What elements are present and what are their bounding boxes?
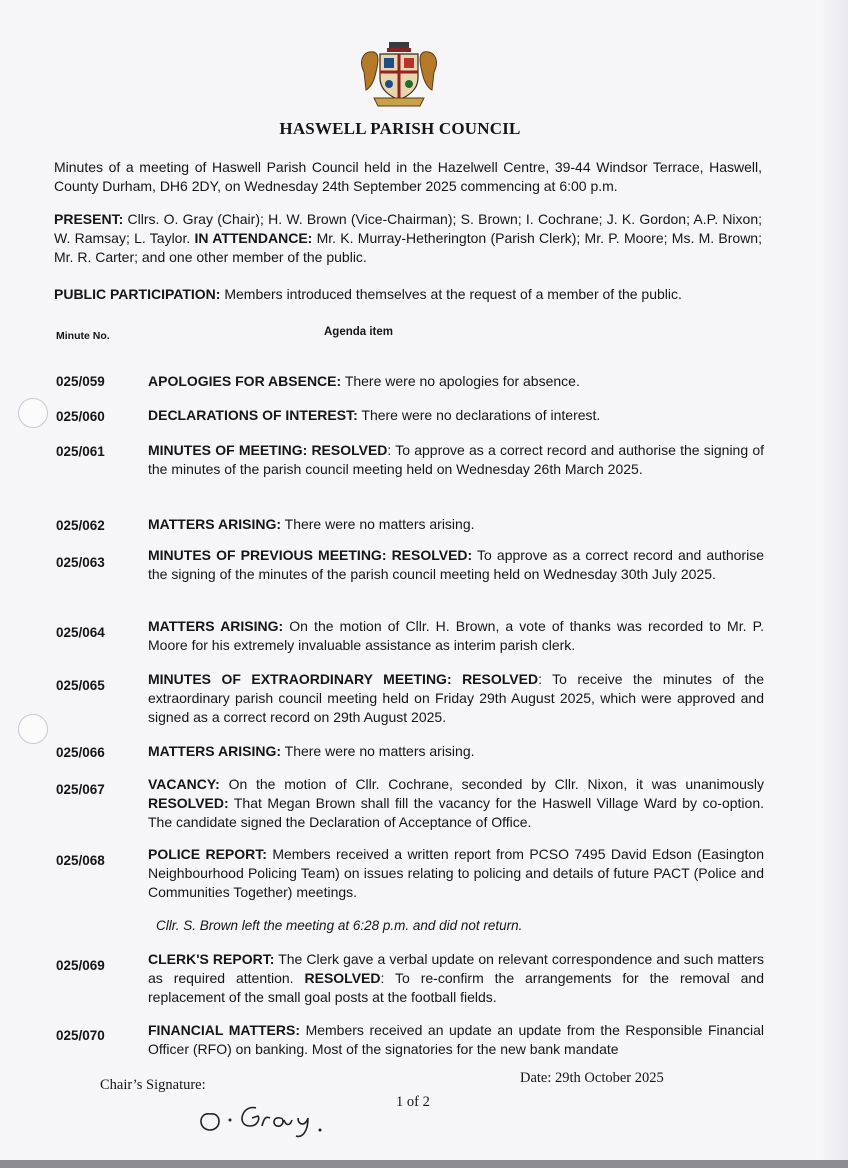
minute-text: That Megan Brown shall fill the vacancy for the Haswell Village Ward by co-option. The candidate signed the Declaration of Acceptance of Office. (148, 795, 765, 830)
minute-number: 025/059 (56, 374, 105, 389)
minute-heading: MATTERS ARISING: (148, 516, 281, 532)
minute-heading: VACANCY: (148, 776, 220, 792)
minute-item (148, 1021, 764, 1059)
chair-signature-label: Chair’s Signature: (100, 1077, 206, 1093)
minute-text: On the motion of Cllr. H. Brown, a vote of thanks was recorded to Mr. P. Moore for his extremely invaluable assistance as interim parish clerk. (148, 618, 764, 653)
minute-text: There were no declarations of interest. (361, 407, 601, 423)
minute-resolved: RESOLVED: (148, 795, 229, 811)
minute-number: 025/070 (56, 1028, 105, 1043)
minute-heading: MINUTES OF PREVIOUS MEETING: RESOLVED: (148, 547, 473, 563)
minute-text: : To receive the minutes of the extraordinary parish council meeting held on Friday 29th August 2025, which were approved and signed as a correct record on 29th August 2025. (148, 671, 765, 725)
minute-item (148, 406, 764, 425)
present-label: PRESENT: (54, 211, 124, 227)
minute-number: 025/060 (56, 409, 105, 424)
minute-item (148, 670, 764, 727)
minute-text: The Clerk gave a verbal update on relevant correspondence and such matters as required attention. (148, 951, 764, 986)
present-section (54, 210, 762, 267)
attendance-label: IN ATTENDANCE: (194, 230, 313, 246)
minute-item (148, 950, 764, 1007)
punch-hole-icon (18, 398, 48, 428)
page-bottom-edge (0, 1160, 848, 1168)
minute-number: 025/064 (56, 625, 105, 640)
minute-item (148, 441, 764, 479)
meeting-intro: Minutes of a meeting of Haswell Parish Council held in the Hazelwell Centre, 39-44 Windsor Terrace, Haswell, County Durham, DH6 2DY, on Wednesday 24th September 2025 commencing at 6:00 p.m. (54, 159, 762, 194)
agenda-item-header: Agenda item (324, 326, 394, 338)
minute-text: : To re-confirm the arrangements for the removal and replacement of the small goal posts at the football fields. (148, 970, 765, 1005)
minute-heading: DECLARATIONS OF INTEREST: (148, 407, 358, 423)
minute-item (148, 742, 764, 761)
minute-item (148, 546, 764, 584)
minute-heading: MINUTES OF EXTRAORDINARY MEETING: RESOLVED (148, 671, 539, 687)
minute-resolved: RESOLVED (304, 970, 381, 986)
minute-text: On the motion of Cllr. Cochrane, seconded by Cllr. Nixon, it was unanimously (228, 776, 764, 792)
minute-text: There were no matters arising. (284, 516, 475, 532)
signature-date: Date: 29th October 2025 (520, 1070, 664, 1086)
minute-heading: MATTERS ARISING: (148, 618, 284, 634)
council-crest-icon (356, 38, 442, 108)
punch-hole-icon (18, 714, 48, 744)
minute-item (148, 617, 764, 655)
minute-text: There were no matters arising. (284, 743, 475, 759)
minute-item (148, 372, 764, 391)
minute-number: 025/061 (56, 444, 105, 459)
minute-heading: MINUTES OF MEETING: RESOLVED (148, 442, 388, 458)
public-participation-text: Members introduced themselves at the request of a member of the public. (224, 286, 682, 302)
minute-number: 025/063 (56, 555, 105, 570)
page-number: 1 of 2 (396, 1094, 430, 1110)
present-text: Cllrs. O. Gray (Chair); H. W. Brown (Vice-Chairman); S. Brown; I. Cochrane; J. K. Gordon; A.P. Nixon; W. Ramsay; L. Taylor. (54, 211, 763, 246)
minute-number: 025/067 (56, 782, 105, 797)
minute-text: Members received a written report from PCSO 7495 David Edson (Easington Neighbourhood Policing Team) on issues relating to policing and details of future PACT (Police and Communities Together) meetings. (148, 846, 765, 900)
departure-note: Cllr. S. Brown left the meeting at 6:28 p.m. and did not return. (156, 918, 523, 933)
minute-text: There were no apologies for absence. (344, 373, 580, 389)
minute-heading: CLERK'S REPORT: (148, 951, 275, 967)
minute-item (148, 775, 764, 832)
public-participation-label: PUBLIC PARTICIPATION: (54, 286, 221, 302)
minute-heading: APOLOGIES FOR ABSENCE: (148, 373, 342, 389)
minute-heading: FINANCIAL MATTERS: (148, 1022, 301, 1038)
minute-number: 025/066 (56, 745, 105, 760)
page-edge (820, 0, 848, 1168)
minute-number: 025/065 (56, 678, 105, 693)
minute-heading: POLICE REPORT: (148, 846, 267, 862)
minute-heading: MATTERS ARISING: (148, 743, 281, 759)
public-participation (54, 285, 762, 304)
attendance-text: Mr. K. Murray-Hetherington (Parish Clerk); Mr. P. Moore; Ms. M. Brown; Mr. R. Carter; and one other member of the public. (54, 230, 762, 265)
minute-number: 025/062 (56, 518, 105, 533)
minute-text: : To approve as a correct record and authorise the signing of the minutes of the parish council meeting held on Wednesday 26th March 2025. (148, 442, 764, 477)
council-title: HASWELL PARISH COUNCIL (279, 119, 521, 138)
minute-number: 025/068 (56, 853, 105, 868)
minute-item (148, 515, 764, 534)
minute-text: To approve as a correct record and authorise the signing of the minutes of the parish council meeting held on Wednesday 30th July 2025. (148, 547, 764, 582)
handwritten-signature-icon (192, 1090, 332, 1140)
minute-text: Members received an update an update from the Responsible Financial Officer (RFO) on banking. Most of the signatories for the new bank mandate (148, 1022, 765, 1057)
minute-number: 025/069 (56, 958, 105, 973)
minute-item (148, 845, 764, 902)
minute-no-header: Minute No. (56, 330, 110, 342)
